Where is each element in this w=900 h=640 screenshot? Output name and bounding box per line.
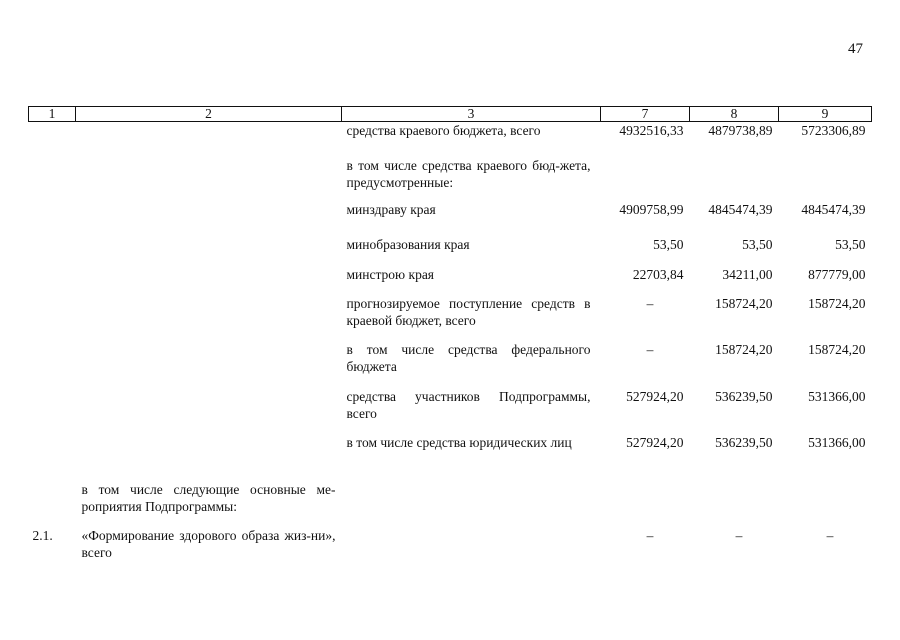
row-value-col7: 527924,20 xyxy=(626,434,684,450)
row-number xyxy=(29,434,76,481)
row-number xyxy=(29,157,76,201)
row-number xyxy=(29,122,76,157)
row-number xyxy=(29,481,76,527)
row-value-col7 xyxy=(601,481,690,527)
row-value-col8 xyxy=(690,481,779,527)
row-value-col7 xyxy=(601,157,690,201)
row-value-col8: 536239,50 xyxy=(715,388,773,404)
row-source xyxy=(342,527,601,573)
row-value-col8: 158724,20 xyxy=(715,341,773,357)
row-event: в том числе следующие основные ме-роприятия Подпрограммы: xyxy=(81,481,336,514)
row-value-col9: 53,50 xyxy=(835,236,866,252)
row-source: средства краевого бюджета, всего xyxy=(346,123,541,138)
row-event xyxy=(76,295,342,341)
table-row xyxy=(29,157,872,201)
row-value-col7: 4909758,99 xyxy=(619,201,684,217)
row-value-col8: 158724,20 xyxy=(715,295,773,311)
row-event xyxy=(76,266,342,295)
table-row xyxy=(29,527,872,573)
header-col-2: 2 xyxy=(76,107,342,122)
table-row xyxy=(29,266,872,295)
row-number: 2.1. xyxy=(32,527,53,543)
row-source: минобразования края xyxy=(346,236,470,252)
row-source: в том числе средства юридических лиц xyxy=(346,434,572,450)
table-row xyxy=(29,201,872,236)
row-value-col7: – xyxy=(646,341,654,357)
row-source xyxy=(342,481,601,527)
table-row xyxy=(29,434,872,481)
header-col-8: 8 xyxy=(690,107,779,122)
row-value-col7: – xyxy=(646,527,654,543)
row-value-col8: 4845474,39 xyxy=(708,201,773,217)
header-col-1: 1 xyxy=(29,107,76,122)
row-value-col7: 53,50 xyxy=(653,236,684,252)
row-event xyxy=(76,236,342,266)
page-number: 47 xyxy=(848,41,863,57)
row-value-col8: 34211,00 xyxy=(722,266,773,282)
row-value-col7: 4932516,33 xyxy=(619,123,684,138)
header-row xyxy=(29,107,872,122)
row-source: минстрою края xyxy=(346,266,435,282)
table-row xyxy=(29,122,872,157)
row-value-col7: – xyxy=(646,295,654,311)
row-value-col7: 527924,20 xyxy=(626,388,684,404)
row-number xyxy=(29,295,76,341)
table-row xyxy=(29,236,872,266)
row-event xyxy=(76,341,342,388)
row-event: «Формирование здорового образа жиз-ни», всего xyxy=(81,527,336,560)
row-source: в том числе средства краевого бюд-жета, предусмотренные: xyxy=(346,157,591,190)
row-value-col9: 158724,20 xyxy=(808,295,866,311)
table-row xyxy=(29,481,872,527)
row-number xyxy=(29,236,76,266)
row-value-col9 xyxy=(779,481,872,527)
row-value-col9: 531366,00 xyxy=(808,388,866,404)
table-row xyxy=(29,341,872,388)
row-event xyxy=(76,388,342,434)
header-col-7: 7 xyxy=(601,107,690,122)
row-event xyxy=(76,434,342,481)
row-number xyxy=(29,201,76,236)
row-value-col8 xyxy=(690,157,779,201)
row-value-col9: 4845474,39 xyxy=(801,201,866,217)
row-source: минздраву края xyxy=(346,201,436,217)
row-source: прогнозируемое поступление средств в краевой бюджет, всего xyxy=(346,295,591,328)
row-value-col9: – xyxy=(826,527,834,543)
row-value-col7: 22703,84 xyxy=(632,266,684,282)
table-row xyxy=(29,295,872,341)
row-event xyxy=(76,122,342,157)
row-event xyxy=(76,201,342,236)
header-col-9: 9 xyxy=(779,107,872,122)
row-event xyxy=(76,157,342,201)
row-value-col9: 158724,20 xyxy=(808,341,866,357)
row-source: в том числе средства федерального бюджета xyxy=(346,341,591,374)
row-value-col8: 4879738,89 xyxy=(708,123,773,138)
row-value-col8: 536239,50 xyxy=(715,434,773,450)
row-number xyxy=(29,341,76,388)
row-number xyxy=(29,388,76,434)
row-number xyxy=(29,266,76,295)
row-value-col9: 531366,00 xyxy=(808,434,866,450)
row-value-col9: 5723306,89 xyxy=(801,123,866,138)
budget-table xyxy=(28,106,872,573)
row-value-col9: 877779,00 xyxy=(808,266,866,282)
table-row xyxy=(29,388,872,434)
row-value-col8: – xyxy=(735,527,743,543)
row-source: средства участников Подпрограммы, всего xyxy=(346,388,591,421)
row-value-col9 xyxy=(779,157,872,201)
header-col-3: 3 xyxy=(342,107,601,122)
row-value-col8: 53,50 xyxy=(742,236,773,252)
